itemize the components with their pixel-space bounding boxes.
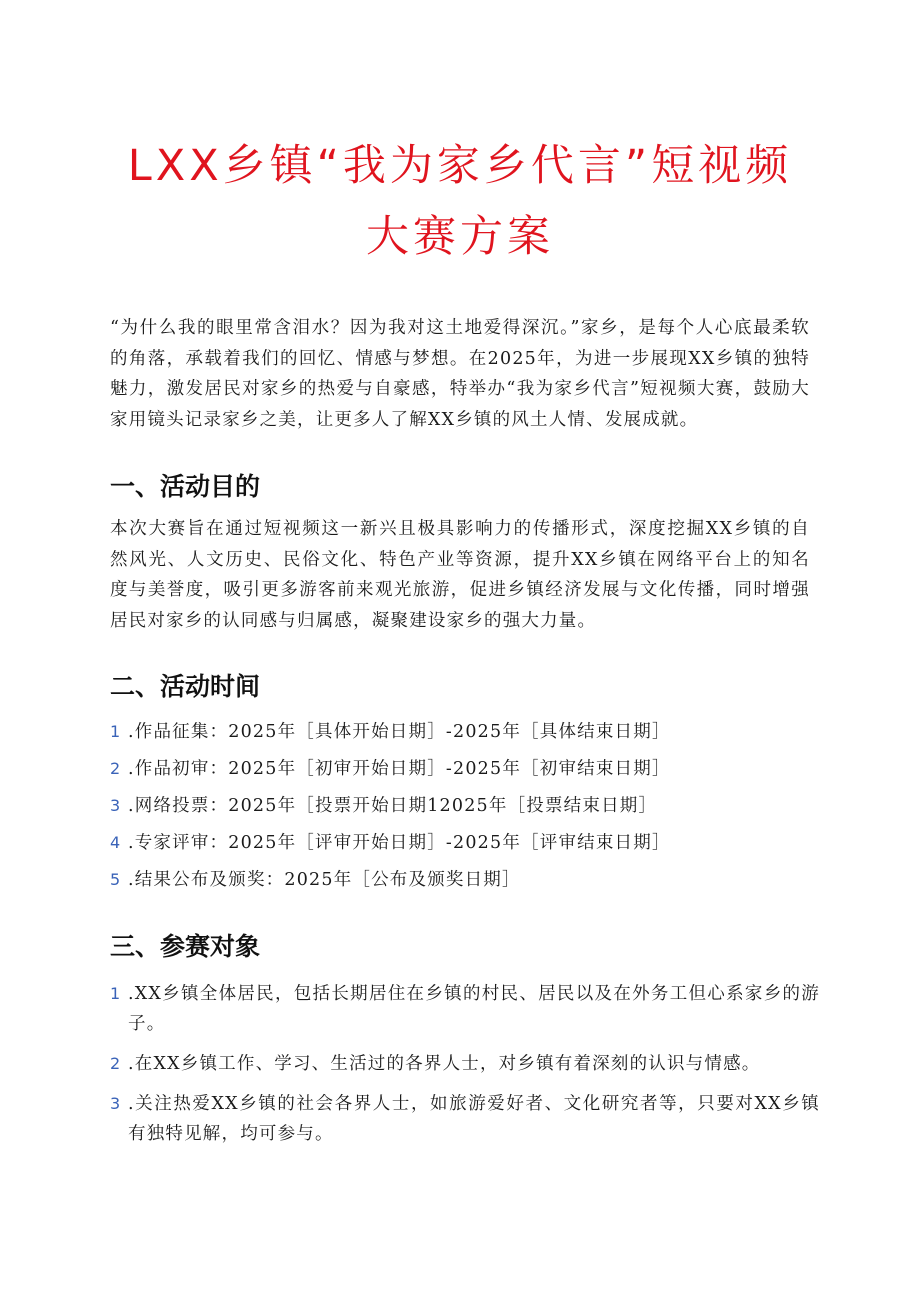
- list-number: 3: [110, 1094, 121, 1113]
- list-number: 2: [110, 1054, 121, 1073]
- purpose-paragraph: 本次大赛旨在通过短视频这一新兴且极具影响力的传播形式，深度挖掘XX乡镇的自然风光、人文历史、民俗文化、特色产业等资源，提升XX乡镇在网络平台上的知名度与美誉度，吸引更多游客前来观光旅游，促进乡镇经济发展与文化传播，同时增强居民对家乡的认同感与归属感，凝聚建设家乡的强大力量。: [110, 519, 810, 631]
- list-item: [110, 979, 820, 1039]
- list-item-text: .关注热爱XX乡镇的社会各界人士，如旅游爱好者、文化研究者等，只要对XX乡镇有独特见解，均可参与。: [128, 1094, 820, 1144]
- list-item-text: .在XX乡镇工作、学习、生活过的各界人士，对乡镇有着深刻的认识与情感。: [128, 1054, 761, 1074]
- list-item-text: .作品征集：2025年［具体开始日期］-2025年［具体结束日期］: [128, 722, 671, 742]
- list-item: [110, 865, 820, 902]
- section-heading-purpose: 一、活动目的: [110, 472, 261, 501]
- list-item-text: .网络投票：2025年［投票开始日期12025年［投票结束日期］: [128, 796, 658, 816]
- list-item: [110, 791, 820, 828]
- section-heading-participants: 三、参赛对象: [110, 932, 261, 961]
- list-item-text: .XX乡镇全体居民，包括长期居住在乡镇的村民、居民以及在外务工但心系家乡的游子。: [128, 984, 820, 1034]
- list-item-text: .专家评审：2025年［评审开始日期］-2025年［评审结束日期］: [128, 833, 671, 853]
- schedule-list: [110, 717, 820, 902]
- participants-list: [110, 979, 820, 1159]
- list-number: 5: [110, 870, 121, 889]
- list-number: 3: [110, 796, 121, 815]
- list-number: 2: [110, 759, 121, 778]
- document-title-line-1: LXX乡镇“我为家乡代言”短视频: [127, 141, 793, 191]
- document-title-line-2: 大赛方案: [366, 212, 554, 262]
- list-item-text: .作品初审：2025年［初审开始日期］-2025年［初审结束日期］: [128, 759, 671, 779]
- list-item-text: .结果公布及颁奖：2025年［公布及颁奖日期］: [128, 870, 521, 890]
- list-item: [110, 754, 820, 791]
- list-item: [110, 1089, 820, 1149]
- list-item: [110, 717, 820, 754]
- list-number: 1: [110, 722, 121, 741]
- list-item: [110, 1049, 820, 1079]
- section-heading-time: 二、活动时间: [110, 672, 261, 701]
- list-item: [110, 828, 820, 865]
- list-number: 4: [110, 833, 121, 852]
- intro-paragraph: “为什么我的眼里常含泪水？因为我对这土地爱得深沉。”家乡，是每个人心底最柔软的角落，承载着我们的回忆、情感与梦想。在2025年，为进一步展现XX乡镇的独特魅力，激发居民对家乡的热爱与自豪感，特举办“我为家乡代言”短视频大赛，鼓励大家用镜头记录家乡之美，让更多人了解XX乡镇的风土人情、发展成就。: [110, 318, 810, 430]
- list-number: 1: [110, 984, 121, 1003]
